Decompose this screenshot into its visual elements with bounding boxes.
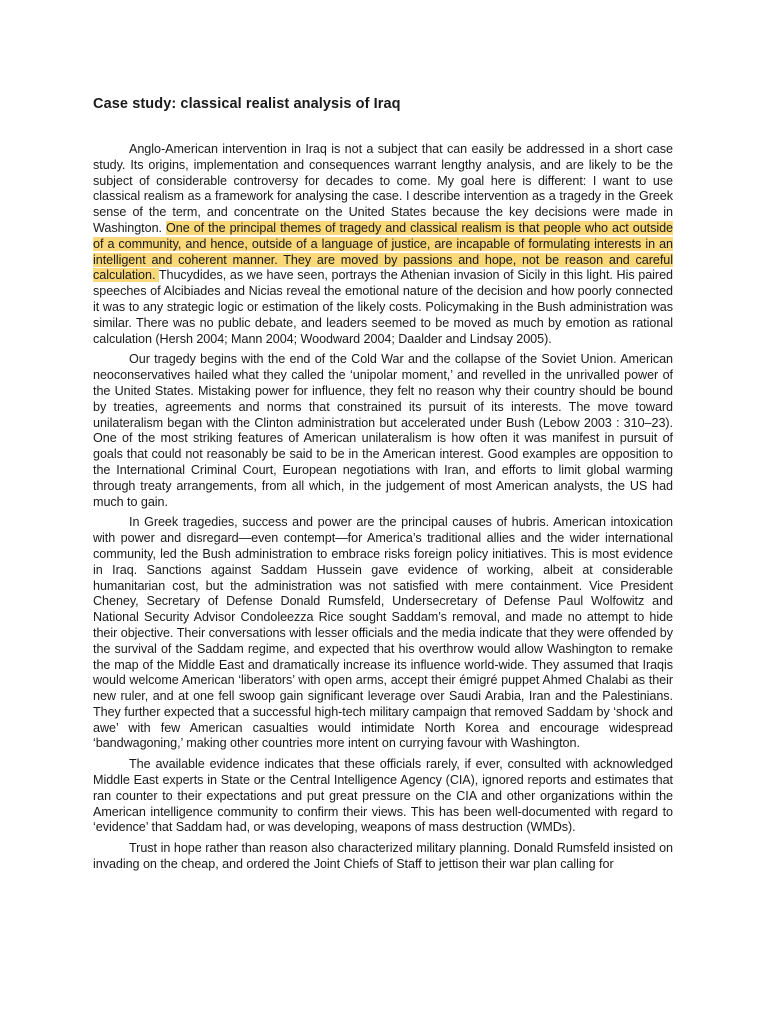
paragraph-5: Trust in hope rather than reason also characterized military planning. Donald Rumsfeld insisted on invading on the cheap, and ordered the Joint Chiefs of Staff to jettison their war plan calling for (93, 841, 673, 872)
paragraph-1 (93, 142, 673, 347)
case-study-heading: Case study: classical realist analysis of Iraq (93, 96, 401, 112)
paragraph-2: Our tragedy begins with the end of the Cold War and the collapse of the Soviet Union. American neoconservatives hailed what they called the ‘unipolar moment,’ and revelled in the unrivalled power of the United States. Mistaking power for influence, they felt no reason why their country should be bound by treaties, agreements and norms that constrained its pursuit of its interests. The move toward unilateralism began with the Clinton administration but accelerated under Bush (Lebow 2003 : 310–23). One of the most striking features of American unilateralism is how often it was manifest in pursuit of goals that could not reasonably be said to be in the American interest. Good examples are opposition to the International Criminal Court, European negotiations with Iran, and efforts to limit global warming through treaty arrangements, from all which, in the judgement of most American analysts, the US had much to gain. (93, 352, 673, 509)
paragraph-3: In Greek tragedies, success and power are the principal causes of hubris. American intoxication with power and disregard—even contempt—for America’s traditional allies and the wider international community, led the Bush administration to embrace risks foreign policy initiatives. This is most evidence in Iraq. Sanctions against Saddam Hussein gave evidence of working, albeit at considerable humanitarian cost, but the administration was not satisfied with mere containment. Vice President Cheney, Secretary of Defense Donald Rumsfeld, Undersecretary of Defense Paul Wolfowitz and National Security Advisor Condoleezza Rice sought Saddam’s removal, and made no attempt to hide their objective. Their conversations with lesser officials and the media indicate that they were offended by the survival of the Saddam regime, and expected that his overthrow would allow Washington to remake the map of the Middle East and dramatically increase its influence world-wide. They assumed that Iraqis would welcome American ‘liberators’ with open arms, accept their émigré puppet Ahmed Chalabi as their new ruler, and at one fell swoop gain significant leverage over Saudi Arabia, Iran and the Palestinians. They further expected that a successful high-tech military campaign that removed Saddam by ‘shock and awe’ with few American casualties would intimidate North Korea and encourage widespread ‘bandwagoning,’ making other countries more intent on currying favour with Washington. (93, 515, 673, 751)
paragraph-1-text-before: Anglo-American intervention in Iraq is not a subject that can easily be addressed in a short case study. Its origins, implementation and consequences warrant lengthy analysis, and are likely to be the subject of considerable controversy for decades to come. My goal here is different: I want to use classical realism as a framework for analysing the case. I describe intervention as a tragedy in the Greek sense of the term, and concentrate on the United States because the key decisions were made in Washington. (93, 142, 673, 235)
paragraph-4: The available evidence indicates that these officials rarely, if ever, consulted with acknowledged Middle East experts in State or the Central Intelligence Agency (CIA), ignored reports and estimates that ran counter to their expectations and put great pressure on the CIA and other organizations within the American intelligence community to confirm their views. This has been well-documented with regard to ‘evidence’ that Saddam had, or was developing, weapons of mass destruction (WMDs). (93, 757, 673, 835)
paragraph-1-text-after: Thucydides, as we have seen, portrays the Athenian invasion of Sicily in this light. His paired speeches of Alcibiades and Nicias reveal the emotional nature of the decision and how poorly connected it was to any strategic logic or estimation of the likely costs. Policymaking in the Bush administration was similar. There was no public debate, and leaders seemed to be moved as much by emotion as rational calculation (Hersh 2004; Mann 2004; Woodward 2004; Daalder and Lindsay 2005). (93, 268, 673, 346)
document-page (93, 94, 673, 878)
highlighted-passage[interactable]: One of the principal themes of tragedy and classical realism is that people who act outside of a community, and hence, outside of a language of justice, are incapable of formulating interests in an intelligent and coherent manner. They are moved by passions and hope, not be reason and careful calculation. (93, 220, 673, 283)
